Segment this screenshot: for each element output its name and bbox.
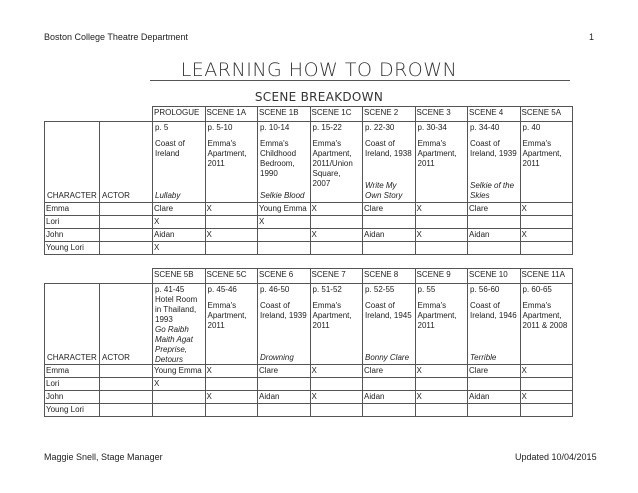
- scene-header-row: [45, 269, 573, 284]
- appearance-cell: X: [520, 365, 573, 378]
- scene-pages: p. 52-55: [365, 285, 395, 294]
- scene-pages: p. 55: [417, 285, 436, 294]
- page-number: 1: [589, 32, 595, 42]
- blank-cell: [45, 107, 100, 122]
- character-label: CHARACTER: [47, 353, 97, 362]
- scene-name-cell: SCENE 5A: [520, 107, 573, 122]
- scene-location: Coast of Ireland, 1939: [470, 139, 517, 158]
- scene-details-cell: [415, 122, 468, 203]
- scene-song-note: Write My Own Story: [365, 181, 403, 200]
- character-name-cell: Young Lori: [45, 404, 100, 417]
- character-column-header: [45, 284, 100, 365]
- scene-name-cell: SCENE 2: [363, 107, 416, 122]
- appearance-cell: Aidan: [258, 391, 311, 404]
- appearance-cell: [363, 404, 416, 417]
- blank-cell: [45, 269, 100, 284]
- scene-details-cell: [205, 122, 258, 203]
- scene-song-note: Selkie of the Skies: [470, 181, 515, 200]
- appearance-cell: X: [205, 391, 258, 404]
- appearance-cell: [258, 242, 311, 255]
- actor-name-cell: [100, 404, 153, 417]
- actor-column-header: [100, 284, 153, 365]
- character-row: [45, 378, 573, 391]
- appearance-cell: [258, 378, 311, 391]
- appearance-cell: X: [205, 203, 258, 216]
- appearance-cell: X: [153, 216, 206, 229]
- appearance-cell: [468, 216, 521, 229]
- scene-location: Coast of Ireland: [155, 139, 185, 158]
- appearance-cell: [468, 242, 521, 255]
- appearance-cell: X: [415, 203, 468, 216]
- actor-name-cell: [100, 203, 153, 216]
- appearance-cell: [363, 216, 416, 229]
- appearance-cell: [258, 404, 311, 417]
- character-column-header: [45, 122, 100, 203]
- scene-pages: p. 30-34: [417, 123, 447, 132]
- scene-location: Hotel Room in Thailand, 1993: [155, 295, 198, 324]
- document-title: LEARNING HOW TO DROWN: [180, 59, 458, 81]
- scene-details-cell: [310, 284, 363, 365]
- appearance-cell: [310, 378, 363, 391]
- blank-cell: [100, 107, 153, 122]
- appearance-cell: [415, 242, 468, 255]
- scene-song-note: Drowning: [260, 353, 294, 362]
- appearance-cell: X: [205, 365, 258, 378]
- actor-column-header: [100, 122, 153, 203]
- scene-name-cell: SCENE 7: [310, 269, 363, 284]
- scene-location: Emma's Apartment, 2011 & 2008: [522, 301, 568, 330]
- scene-name-cell: SCENE 1A: [205, 107, 258, 122]
- appearance-cell: Clare: [153, 203, 206, 216]
- appearance-cell: Aidan: [363, 391, 416, 404]
- scene-details-cell: [468, 122, 521, 203]
- appearance-cell: [520, 378, 573, 391]
- scene-name-cell: SCENE 1C: [310, 107, 363, 122]
- appearance-cell: X: [205, 229, 258, 242]
- scene-song-note: Go Raibh Maith Agat Preprise, Detours: [155, 325, 193, 364]
- document-subtitle: SCENE BREAKDOWN: [254, 90, 384, 104]
- appearance-cell: [415, 404, 468, 417]
- appearance-cell: Clare: [468, 203, 521, 216]
- scene-location: Coast of Ireland, 1938: [365, 139, 412, 158]
- scene-name-cell: SCENE 1B: [258, 107, 311, 122]
- organization-header: Boston College Theatre Department: [44, 32, 188, 42]
- appearance-cell: X: [258, 216, 311, 229]
- actor-label: ACTOR: [102, 353, 130, 362]
- scene-pages: p. 51-52: [312, 285, 342, 294]
- character-row: [45, 229, 573, 242]
- appearance-cell: [520, 216, 573, 229]
- appearance-cell: Aidan: [363, 229, 416, 242]
- scene-song-note: Lullaby: [155, 191, 181, 200]
- scene-pages: p. 45-46: [207, 285, 237, 294]
- appearance-cell: [153, 391, 206, 404]
- appearance-cell: [363, 378, 416, 391]
- scene-pages: p. 60-65: [522, 285, 552, 294]
- actor-name-cell: [100, 365, 153, 378]
- character-row: [45, 365, 573, 378]
- character-row: [45, 391, 573, 404]
- scene-pages: p. 41-45: [155, 285, 185, 294]
- scene-location: Emma's Childhood Bedroom, 1990: [260, 139, 297, 178]
- updated-date: Updated 10/04/2015: [515, 452, 597, 462]
- blank-cell: [100, 269, 153, 284]
- appearance-cell: Young Emma: [153, 365, 206, 378]
- appearance-cell: [205, 216, 258, 229]
- appearance-cell: Young Emma: [258, 203, 311, 216]
- appearance-cell: X: [520, 203, 573, 216]
- scene-name-cell: SCENE 10: [468, 269, 521, 284]
- actor-name-cell: [100, 242, 153, 255]
- appearance-cell: Aidan: [153, 229, 206, 242]
- scene-pages: p. 34-40: [470, 123, 500, 132]
- scene-name-cell: SCENE 4: [468, 107, 521, 122]
- scene-name-cell: SCENE 11A: [520, 269, 573, 284]
- character-row: [45, 242, 573, 255]
- appearance-cell: [205, 404, 258, 417]
- appearance-cell: X: [310, 229, 363, 242]
- scene-song-note: Bonny Clare: [365, 353, 410, 362]
- actor-name-cell: [100, 378, 153, 391]
- scene-details-cell: [153, 122, 206, 203]
- scene-breakdown-table-1: [44, 106, 573, 255]
- scene-details-row: [45, 284, 573, 365]
- actor-name-cell: [100, 229, 153, 242]
- character-name-cell: Young Lori: [45, 242, 100, 255]
- scene-details-cell: [258, 284, 311, 365]
- character-row: [45, 203, 573, 216]
- scene-header-row: [45, 107, 573, 122]
- title-divider: [150, 80, 570, 81]
- scene-details-cell: [520, 284, 573, 365]
- scene-name-cell: SCENE 8: [363, 269, 416, 284]
- appearance-cell: Clare: [258, 365, 311, 378]
- appearance-cell: [310, 242, 363, 255]
- appearance-cell: [310, 216, 363, 229]
- character-row: [45, 404, 573, 417]
- actor-label: ACTOR: [102, 191, 130, 200]
- appearance-cell: X: [415, 365, 468, 378]
- scene-pages: p. 5: [155, 123, 169, 132]
- scene-pages: p. 10-14: [260, 123, 290, 132]
- scene-pages: p. 40: [522, 123, 541, 132]
- character-name-cell: Lori: [45, 378, 100, 391]
- character-row: [45, 216, 573, 229]
- scene-details-cell: [363, 122, 416, 203]
- appearance-cell: X: [520, 391, 573, 404]
- appearance-cell: Clare: [363, 203, 416, 216]
- appearance-cell: X: [415, 229, 468, 242]
- scene-details-cell: [415, 284, 468, 365]
- character-name-cell: John: [45, 391, 100, 404]
- scene-pages: p. 5-10: [207, 123, 233, 132]
- scene-details-cell: [310, 122, 363, 203]
- scene-name-cell: SCENE 5B: [153, 269, 206, 284]
- appearance-cell: X: [310, 391, 363, 404]
- appearance-cell: X: [310, 203, 363, 216]
- scene-location: Emma's Apartment, 2011: [417, 301, 457, 330]
- appearance-cell: X: [153, 378, 206, 391]
- scene-pages: p. 46-50: [260, 285, 290, 294]
- actor-name-cell: [100, 391, 153, 404]
- appearance-cell: [415, 378, 468, 391]
- appearance-cell: [258, 229, 311, 242]
- scene-location: Emma's Apartment, 2011: [522, 139, 562, 168]
- actor-name-cell: [100, 216, 153, 229]
- scene-details-cell: [363, 284, 416, 365]
- scene-location: Emma's Apartment, 2011: [207, 301, 247, 330]
- scene-name-cell: PROLOGUE: [153, 107, 206, 122]
- appearance-cell: [205, 242, 258, 255]
- appearance-cell: Clare: [363, 365, 416, 378]
- scene-name-cell: SCENE 9: [415, 269, 468, 284]
- scene-song-note: Selkie Blood: [260, 191, 305, 200]
- scene-location: Emma's Apartment, 2011: [312, 301, 352, 330]
- appearance-cell: [153, 404, 206, 417]
- appearance-cell: X: [415, 391, 468, 404]
- scene-location: Coast of Ireland, 1945: [365, 301, 412, 320]
- appearance-cell: [205, 378, 258, 391]
- scene-name-cell: SCENE 6: [258, 269, 311, 284]
- scene-details-cell: [205, 284, 258, 365]
- appearance-cell: [363, 242, 416, 255]
- appearance-cell: [520, 242, 573, 255]
- appearance-cell: X: [520, 229, 573, 242]
- scene-details-cell: [468, 284, 521, 365]
- appearance-cell: [468, 404, 521, 417]
- scene-name-cell: SCENE 3: [415, 107, 468, 122]
- appearance-cell: X: [310, 365, 363, 378]
- scene-breakdown-table-2: [44, 268, 573, 417]
- scene-pages: p. 56-60: [470, 285, 500, 294]
- scene-name-cell: SCENE 5C: [205, 269, 258, 284]
- character-name-cell: Emma: [45, 365, 100, 378]
- appearance-cell: [520, 404, 573, 417]
- appearance-cell: [468, 378, 521, 391]
- scene-details-row: [45, 122, 573, 203]
- scene-location: Emma's Apartment, 2011/Union Square, 2007: [312, 139, 353, 188]
- appearance-cell: X: [153, 242, 206, 255]
- scene-location: Emma's Apartment, 2011: [207, 139, 247, 168]
- scene-song-note: Terrible: [470, 353, 497, 362]
- scene-location: Emma's Apartment, 2011: [417, 139, 457, 168]
- appearance-cell: [415, 216, 468, 229]
- appearance-cell: [310, 404, 363, 417]
- character-name-cell: Lori: [45, 216, 100, 229]
- scene-location: Coast of Ireland, 1939: [260, 301, 307, 320]
- character-name-cell: John: [45, 229, 100, 242]
- character-label: CHARACTER: [47, 191, 97, 200]
- scene-details-cell: [258, 122, 311, 203]
- scene-pages: p. 15-22: [312, 123, 342, 132]
- scene-pages: p. 22-30: [365, 123, 395, 132]
- stage-manager-credit: Maggie Snell, Stage Manager: [44, 452, 163, 462]
- scene-details-cell: [153, 284, 206, 365]
- character-name-cell: Emma: [45, 203, 100, 216]
- appearance-cell: Aidan: [468, 391, 521, 404]
- scene-details-cell: [520, 122, 573, 203]
- appearance-cell: Aidan: [468, 229, 521, 242]
- scene-location: Coast of Ireland, 1946: [470, 301, 517, 320]
- appearance-cell: Clare: [468, 365, 521, 378]
